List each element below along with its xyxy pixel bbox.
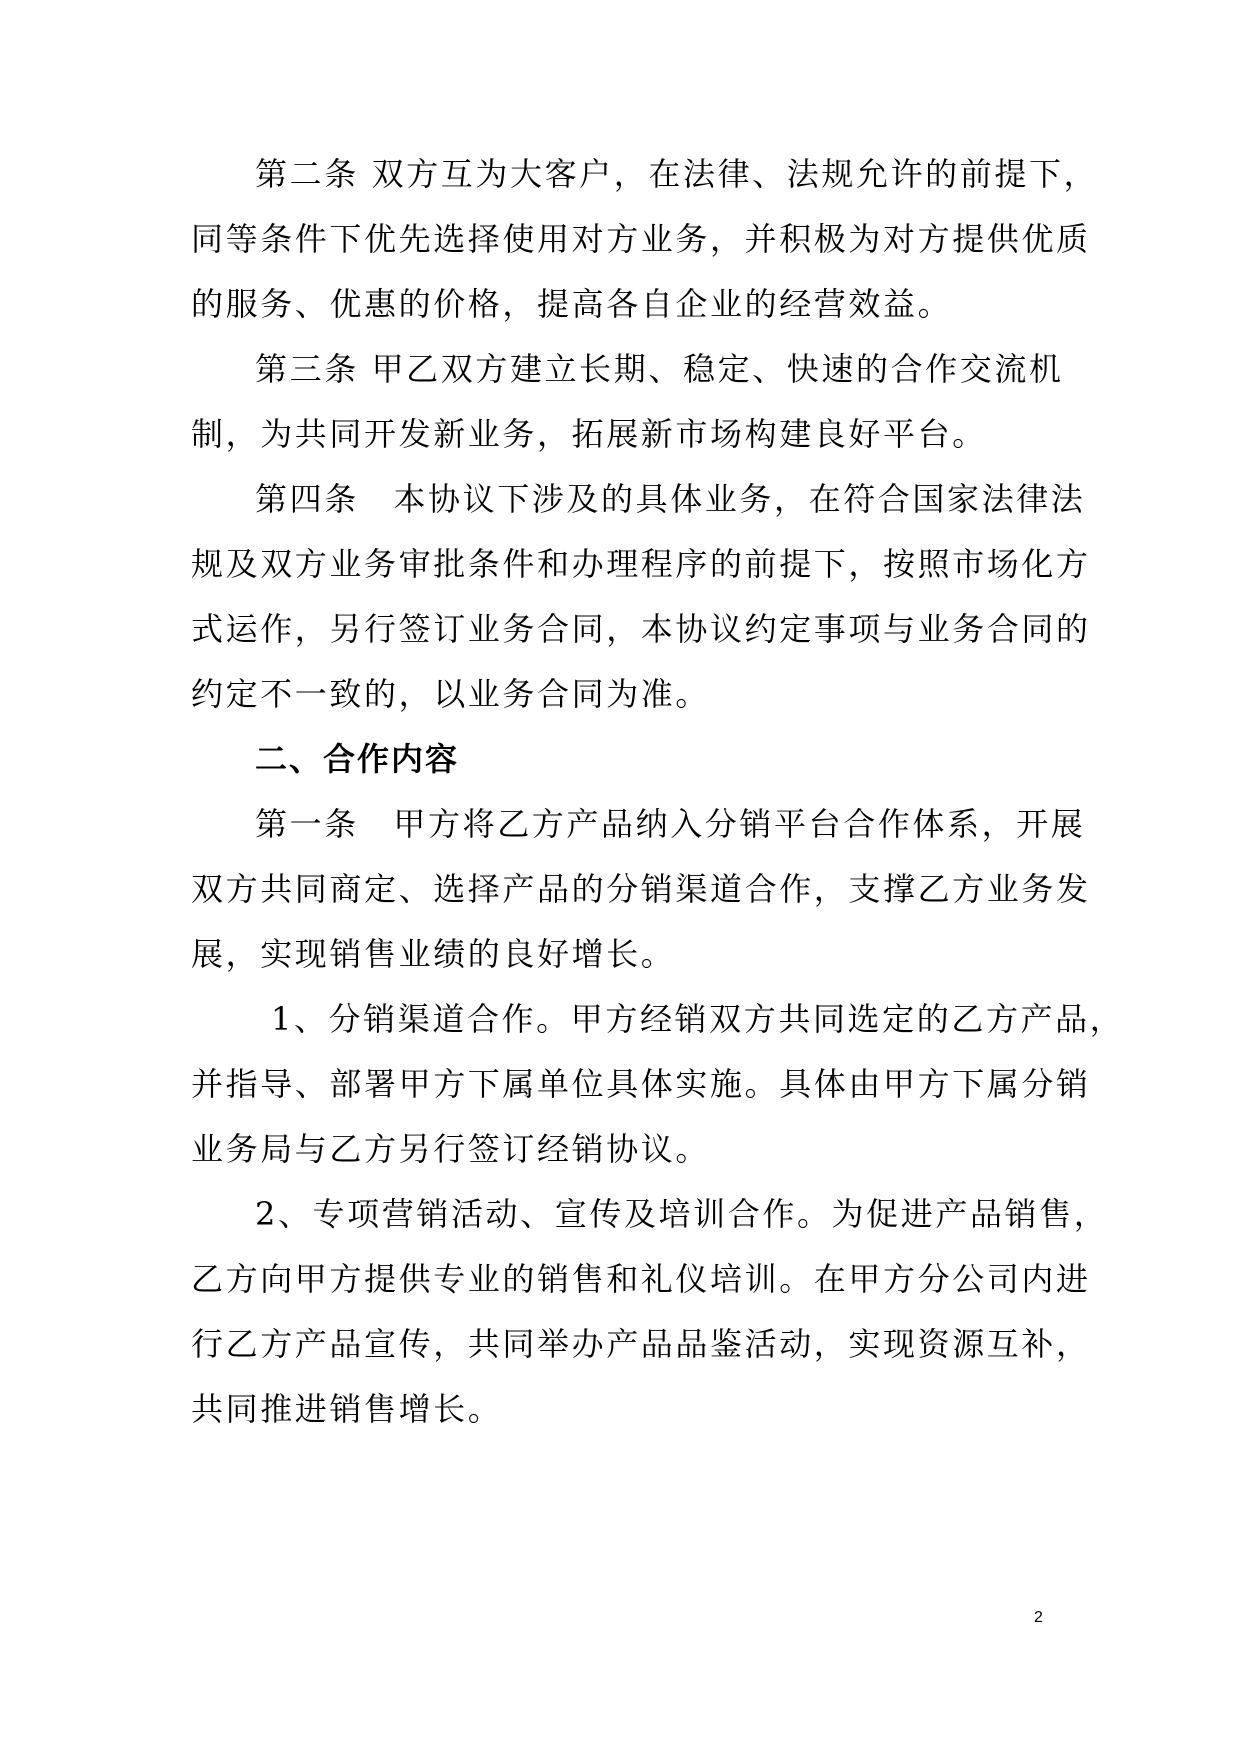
item-2-line-4: 共同推进销售增长。	[191, 1390, 503, 1428]
section-heading-cooperation: 二、合作内容	[255, 740, 460, 778]
clause-2-line-1: 第二条 双方互为大客户，在法律、法规允许的前提下，	[255, 155, 1099, 193]
item-2-line-3: 行乙方产品宣传，共同举办产品品鉴活动，实现资源互补，	[191, 1325, 1091, 1363]
clause-2-line-2: 同等条件下优先选择使用对方业务，并积极为对方提供优质	[191, 220, 1091, 258]
clause-4-line-4: 约定不一致的，以业务合同为准。	[191, 675, 711, 713]
clause-2-line-3: 的服务、优惠的价格，提高各自企业的经营效益。	[191, 285, 953, 323]
item-1-line-3: 业务局与乙方另行签订经销协议。	[191, 1130, 711, 1168]
clause-3-line-1: 第三条 甲乙双方建立长期、稳定、快速的合作交流机	[255, 350, 1064, 388]
item-2-line-2: 乙方向甲方提供专业的销售和礼仪培训。在甲方分公司内进	[191, 1260, 1091, 1298]
clause-4-line-3: 式运作，另行签订业务合同，本协议约定事项与业务合同的	[191, 610, 1091, 648]
page-number: 2	[1034, 1609, 1043, 1626]
clause-4-line-2: 规及双方业务审批条件和办理程序的前提下，按照市场化方	[191, 545, 1091, 583]
item-1-line-2: 并指导、部署甲方下属单位具体实施。具体由甲方下属分销	[191, 1065, 1091, 1103]
cooperation-clause-1-line-3: 展，实现销售业绩的良好增长。	[191, 935, 676, 973]
cooperation-clause-1-line-2: 双方共同商定、选择产品的分销渠道合作，支撑乙方业务发	[191, 870, 1091, 908]
item-1-line-1: 1、分销渠道合作。甲方经销双方共同选定的乙方产品，	[271, 1000, 1125, 1038]
cooperation-clause-1-line-1: 第一条 甲方将乙方产品纳入分销平台合作体系，开展	[255, 805, 1086, 843]
item-2-line-1: 2、专项营销活动、宣传及培训合作。为促进产品销售，	[255, 1195, 1109, 1233]
clause-4-line-1: 第四条 本协议下涉及的具体业务，在符合国家法律法	[255, 480, 1086, 518]
clause-3-line-2: 制，为共同开发新业务，拓展新市场构建良好平台。	[191, 415, 987, 453]
document-body	[191, 142, 1125, 1442]
